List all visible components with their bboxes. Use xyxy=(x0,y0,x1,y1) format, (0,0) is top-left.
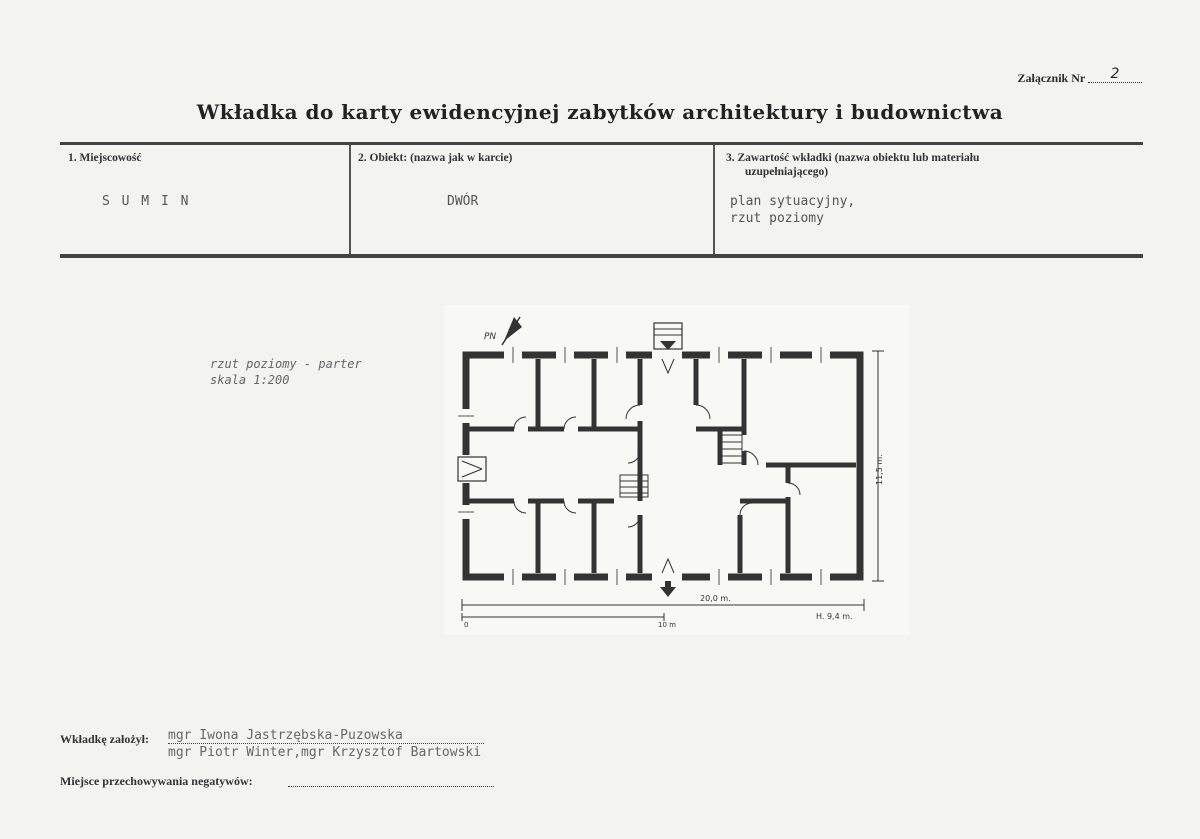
contents-value-line1: plan sytuacyjny, xyxy=(730,194,856,209)
attachment-value: 2 xyxy=(1088,66,1142,83)
authors-label: Wkładkę założył: xyxy=(60,732,149,746)
width-dimension: 20,0 m. xyxy=(700,594,731,603)
top-entrance-stairs xyxy=(654,323,682,350)
height-dimension: H. 9,4 m. xyxy=(816,612,853,621)
object-value: DWÓR xyxy=(447,194,479,209)
scale-start: 0 xyxy=(464,621,469,629)
negatives-dotted-line xyxy=(288,786,494,787)
negatives-label: Miejsce przechowywania negatywów: xyxy=(60,774,253,788)
column-divider-1 xyxy=(349,145,351,255)
contents-label-line2: uzupełniającego) xyxy=(745,166,829,178)
authors-dotted-line xyxy=(168,743,484,744)
door-swings xyxy=(514,359,800,573)
authors-line2: mgr Piotr Winter,mgr Krzysztof Bartowski xyxy=(168,745,482,760)
interior-walls xyxy=(466,359,856,573)
object-label: 2. Obiekt: (nazwa jak w karcie) xyxy=(358,152,513,164)
depth-dimension: 11,5 m. xyxy=(875,454,884,485)
contents-value-line2: rzut poziomy xyxy=(730,211,824,226)
attachment-number xyxy=(1017,66,1142,87)
page-title: Wkładka do karty ewidencyjnej zabytków architektury i budownictwa xyxy=(196,100,1004,124)
locality-label: 1. Miejscowość xyxy=(68,152,142,164)
header-rule-bottom xyxy=(60,254,1143,258)
floor-plan-drawing xyxy=(444,305,910,635)
plan-note xyxy=(210,356,362,388)
floor-plan-figure xyxy=(444,305,910,635)
north-arrow-icon xyxy=(484,317,522,345)
attachment-label: Załącznik Nr xyxy=(1017,71,1085,85)
plan-note-line1: rzut poziomy - parter xyxy=(210,357,362,371)
plan-note-line2: skala 1:200 xyxy=(210,373,290,387)
locality-value: S U M I N xyxy=(102,194,191,209)
column-divider-2 xyxy=(713,145,715,255)
contents-label-line1: 3. Zawartość wkładki (nazwa obiektu lub materiału xyxy=(726,152,980,164)
scale-end: 10 m xyxy=(658,621,676,629)
header-rule-top xyxy=(60,142,1143,145)
authors-line1: mgr Iwona Jastrzębska-Puzowska xyxy=(168,728,403,743)
north-label: PN xyxy=(484,332,497,342)
